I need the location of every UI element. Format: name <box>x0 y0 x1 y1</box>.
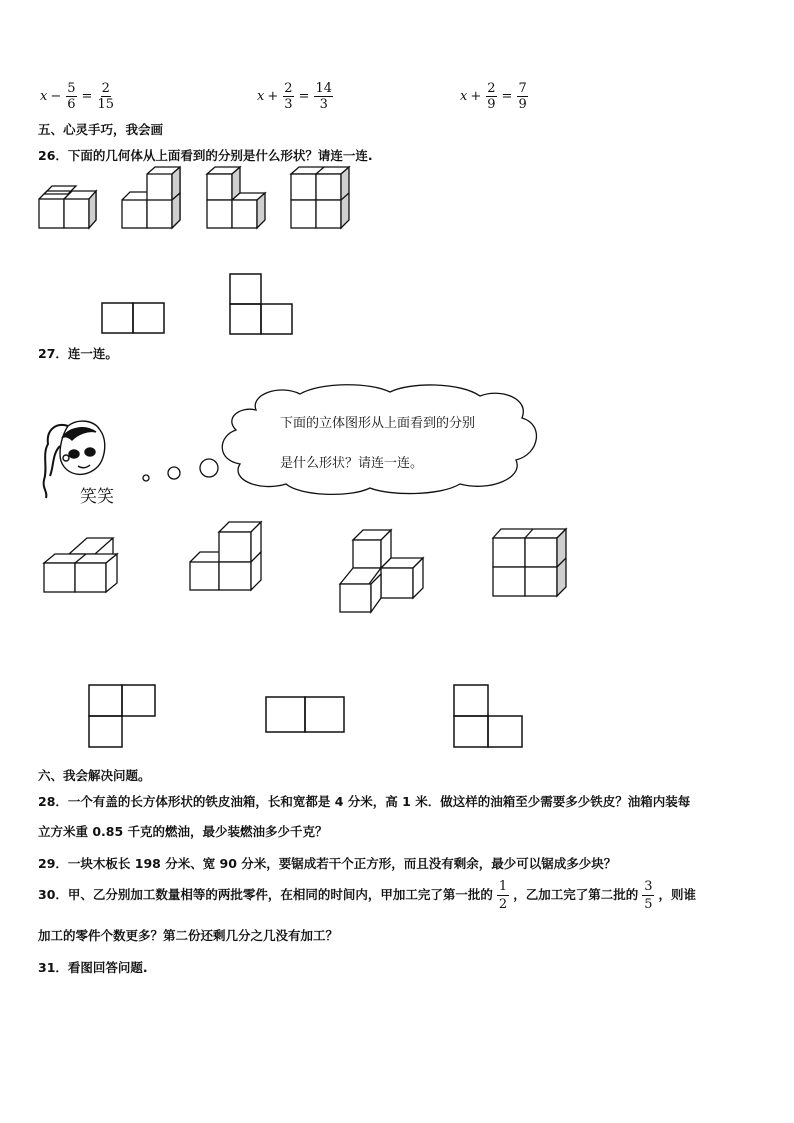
section-6-title: 六、我会解决问题。 <box>38 768 151 783</box>
thought-bubble <box>140 380 560 500</box>
eq-operator: + <box>267 88 279 104</box>
equation-3 <box>460 76 530 116</box>
question-27: 27．连一连。 <box>38 346 118 361</box>
q27-top-view-1 <box>88 684 158 748</box>
equation-1 <box>40 76 116 116</box>
q27-solid-4 <box>492 528 568 598</box>
question-31: 31．看图回答问题. <box>38 960 148 975</box>
eq-operator: − <box>50 88 62 104</box>
eq-fraction <box>486 81 496 112</box>
q26-solid-1 <box>38 185 100 229</box>
q27-solid-2 <box>189 518 265 592</box>
fraction-denominator: 6 <box>67 96 76 112</box>
equation-2 <box>257 76 335 116</box>
question-28-line-1: 28．一个有盖的长方体形状的铁皮油箱，长和宽都是 4 分米，高 1 米．做这样的油箱至少需要多少铁皮？油箱内装每 <box>38 794 691 809</box>
fraction-numerator: 5 <box>67 80 76 96</box>
question-30-line-2: 加工的零件个数更多？第二份还剩几分之几没有加工？ <box>38 928 339 943</box>
question-28-line-2: 立方米重 0.85 千克的燃油，最少装燃油多少千克？ <box>38 824 328 839</box>
eq-result-fraction <box>97 81 114 112</box>
q27-top-view-3 <box>453 684 525 748</box>
q30-fraction-2 <box>642 878 654 913</box>
question-26: 26．下面的几何体从上面看到的分别是什么形状？请连一连. <box>38 148 373 163</box>
fraction-denominator: 15 <box>97 96 114 112</box>
q26-top-view-2 <box>229 273 293 335</box>
fraction-numerator: 7 <box>518 80 527 96</box>
fraction-denominator: 2 <box>498 897 508 912</box>
eq-fraction <box>283 81 293 112</box>
q30-fraction-1 <box>497 878 509 913</box>
fraction-denominator: 5 <box>644 897 653 912</box>
q30-text-1: 30．甲、乙分别加工数量相等的两批零件，在相同的时间内，甲加工完了第一批的 <box>38 887 493 902</box>
fraction-numerator: 2 <box>284 80 293 96</box>
fraction-denominator: 9 <box>487 96 496 112</box>
eq-fraction <box>66 81 76 112</box>
eq-operator: + <box>470 88 482 104</box>
q27-top-view-2 <box>265 696 347 734</box>
fraction-numerator: 3 <box>644 879 653 894</box>
fraction-denominator: 9 <box>518 96 527 112</box>
q30-text-2: ，乙加工完了第二批的 <box>513 887 639 902</box>
question-29: 29．一块木板长 198 分米、宽 90 分米，要锯成若干个正方形，而且没有剩余，最少可以锯成多少块？ <box>38 856 617 871</box>
q26-solid-2 <box>121 168 183 230</box>
fraction-numerator: 2 <box>487 80 496 96</box>
q30-text-3: ，则谁 <box>658 887 696 902</box>
fraction-numerator: 2 <box>101 80 110 96</box>
fraction-denominator: 3 <box>284 96 293 112</box>
eq-var: x <box>257 88 265 104</box>
fraction-numerator: 14 <box>315 80 332 96</box>
q26-solid-4 <box>290 168 352 230</box>
equals-sign: = <box>81 88 93 104</box>
q26-solid-3 <box>206 168 268 230</box>
question-30-line-1 <box>38 878 696 913</box>
fraction-numerator: 1 <box>498 879 508 894</box>
equals-sign: = <box>298 88 310 104</box>
bubble-text-line-1: 下面的立体图形从上面看到的分别 <box>280 416 476 431</box>
eq-result-fraction <box>517 81 527 112</box>
q27-solid-3 <box>339 528 429 614</box>
equals-sign: = <box>501 88 513 104</box>
q27-solid-1 <box>43 538 123 594</box>
eq-var: x <box>40 88 48 104</box>
fraction-denominator: 3 <box>319 96 328 112</box>
bubble-text-line-2: 是什么形状？请连一连。 <box>280 456 424 471</box>
eq-var: x <box>460 88 468 104</box>
eq-result-fraction <box>314 81 333 112</box>
girl-name-label: 笑笑 <box>80 487 114 507</box>
section-5-title: 五、心灵手巧，我会画 <box>38 122 164 137</box>
q26-top-view-1 <box>101 302 165 334</box>
